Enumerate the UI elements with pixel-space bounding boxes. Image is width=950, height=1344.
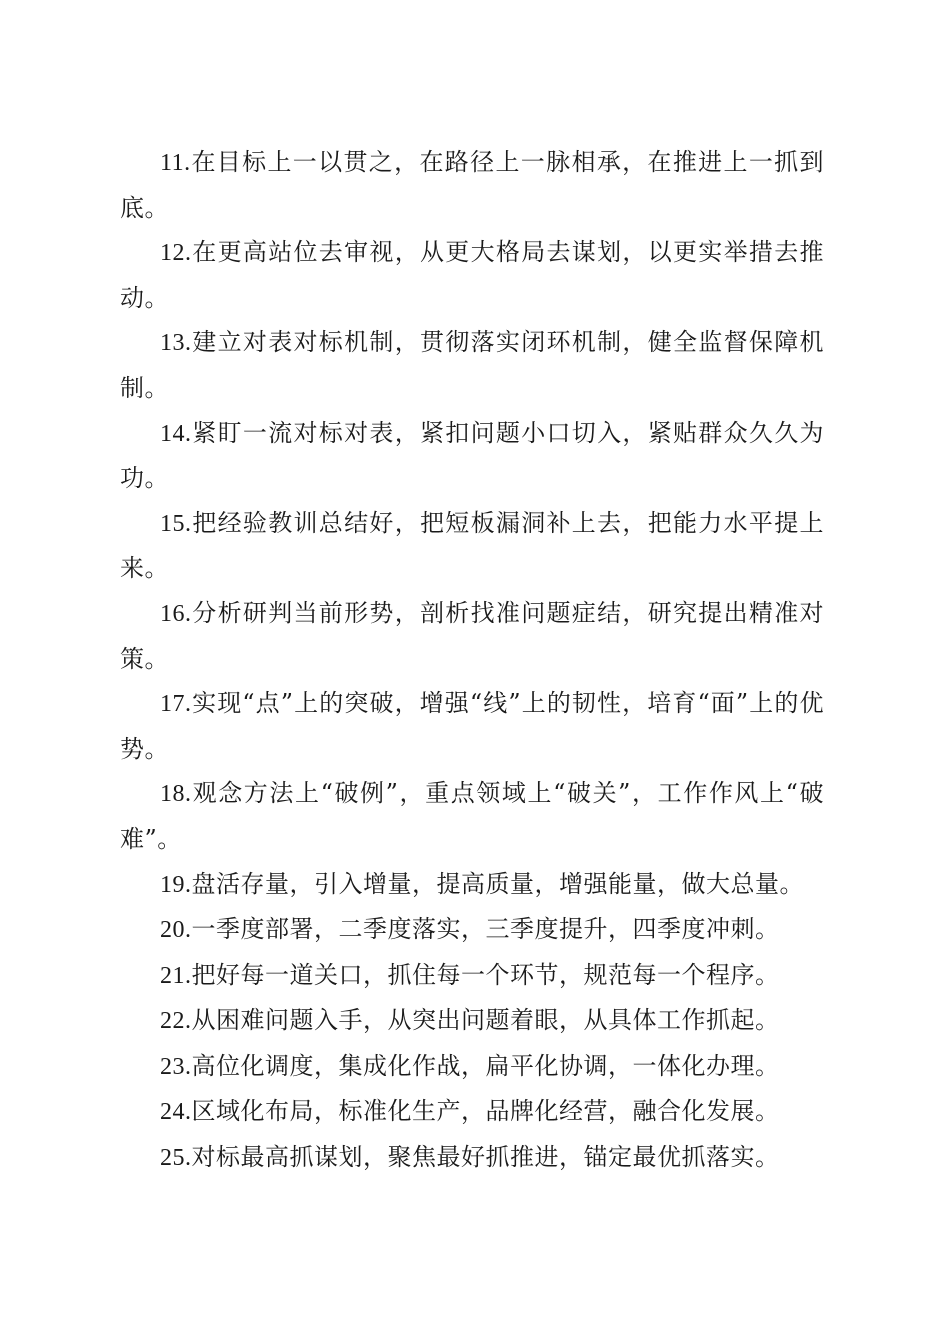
- item-text: 对标最高抓谋划，聚焦最好抓推进，锚定最优抓落实。: [191, 1143, 780, 1172]
- list-item: [120, 320, 824, 410]
- item-number: 23.: [160, 1053, 192, 1080]
- item-number: 11.: [160, 150, 191, 176]
- item-text: 紧盯一流对标对表，紧扣问题小口切入，紧贴群众久久为功。: [120, 418, 824, 493]
- item-number: 20.: [160, 917, 192, 944]
- item-number: 25.: [160, 1145, 192, 1172]
- item-number: 18.: [160, 781, 192, 808]
- item-text: 一季度部署，二季度落实，三季度提升，四季度冲刺。: [191, 915, 780, 944]
- list-item: [120, 1089, 824, 1135]
- list-item: [120, 771, 824, 861]
- item-text: 建立对表对标机制，贯彻落实闭环机制，健全监督保障机制。: [120, 328, 824, 402]
- item-text: 区域化布局，标准化生产，品牌化经营，融合化发展。: [191, 1097, 780, 1126]
- item-number: 17.: [160, 691, 192, 718]
- list-item: [120, 140, 824, 230]
- list-item: [120, 681, 824, 771]
- list-item: [120, 1044, 824, 1090]
- item-text: 从困难问题入手，从突出问题着眼，从具体工作抓起。: [191, 1006, 780, 1035]
- item-text: 把经验教训总结好，把短板漏洞补上去，把能力水平提上来。: [120, 508, 824, 583]
- item-number: 19.: [160, 871, 192, 898]
- list-item: [120, 862, 824, 908]
- item-text: 在更高站位去审视，从更大格局去谋划，以更实举措去推动。: [120, 238, 824, 312]
- list-item: [120, 1135, 824, 1181]
- list-item: [120, 953, 824, 999]
- item-number: 22.: [160, 1008, 192, 1035]
- item-number: 13.: [160, 330, 192, 357]
- list-item: [120, 411, 824, 501]
- document-body: [120, 140, 824, 1181]
- item-number: 15.: [160, 510, 192, 537]
- item-number: 16.: [160, 600, 192, 627]
- item-text: 观念方法上“破例”，重点领域上“破关”，工作作风上“破难”。: [120, 779, 824, 853]
- item-text: 把好每一道关口，抓住每一个环节，规范每一个程序。: [191, 960, 780, 989]
- item-number: 12.: [160, 240, 192, 267]
- item-text: 盘活存量，引入增量，提高质量，增强能量，做大总量。: [191, 869, 804, 898]
- item-text: 高位化调度，集成化作战，扁平化协调，一体化办理。: [191, 1051, 780, 1080]
- item-text: 在目标上一以贯之，在路径上一脉相承，在推进上一抓到底。: [120, 148, 824, 222]
- item-number: 14.: [160, 420, 192, 447]
- list-item: [120, 230, 824, 320]
- list-item: [120, 998, 824, 1044]
- item-number: 21.: [160, 962, 192, 989]
- item-text: 分析研判当前形势，剖析找准问题症结，研究提出精准对策。: [120, 598, 824, 673]
- item-number: 24.: [160, 1099, 192, 1126]
- list-item: [120, 591, 824, 681]
- list-item: [120, 907, 824, 953]
- list-item: [120, 501, 824, 591]
- item-text: 实现“点”上的突破，增强“线”上的韧性，培育“面”上的优势。: [120, 689, 824, 763]
